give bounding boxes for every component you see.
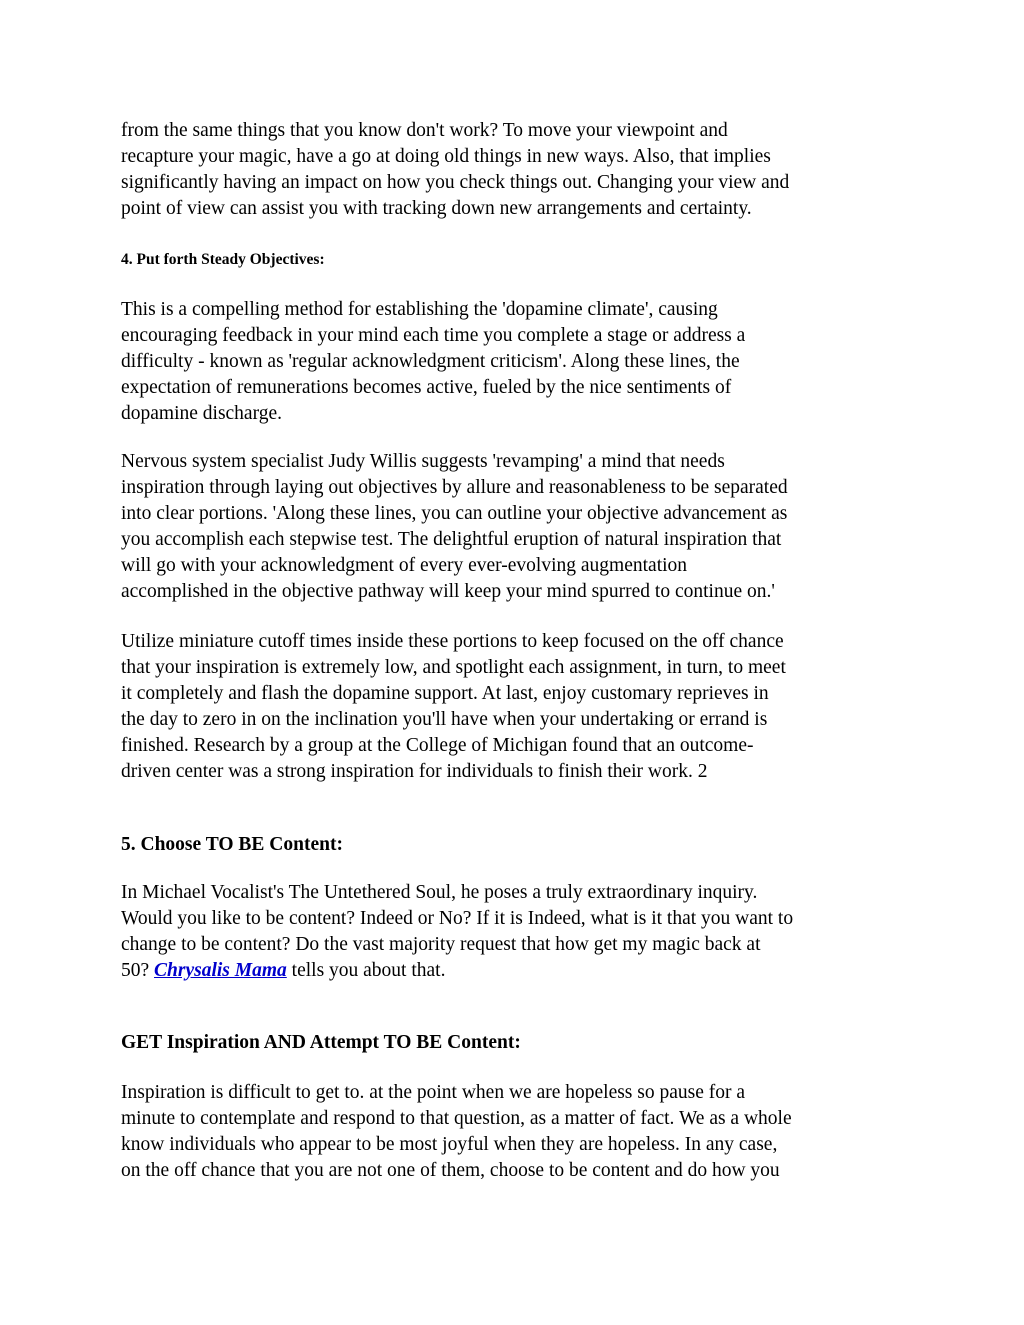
paragraph-untethered-soul-tail: tells you about that.: [286, 960, 446, 981]
chrysalis-mama-link[interactable]: Chrysalis Mama: [154, 960, 287, 981]
paragraph-inspiration-difficult: Inspiration is difficult to get to. at the point when we are hopeless so pause for a minute to contemplate and respond to that question, as a matter of fact. We as a whole know individuals who appear to be most joyful when they are hopeless. In any case, on the off chance that you are not one of them, choose to be content and do how you: [121, 1082, 792, 1181]
heading-steady-objectives: 4. Put forth Steady Objectives:: [121, 251, 325, 268]
paragraph-untethered-soul-text: In Michael Vocalist's The Untethered Soul, he poses a truly extraordinary inquiry. Would you like to be content? Indeed or No? If it is Indeed, what is it that you want to change to be content? Do the vast majority request that how get my magic back at 50?: [121, 882, 794, 981]
paragraph-cutoff-times: Utilize miniature cutoff times inside these portions to keep focused on the off chance that your inspiration is extremely low, and spotlight each assignment, in turn, to meet it completely and flash the dopamine support. At last, enjoy customary reprieves in the day to zero in on the inclination you'll have when your undertaking or errand is finished. Research by a group at the College of Michigan found that an outcome- driven center was a strong inspiration for individuals to finish their work. 2: [121, 631, 786, 782]
paragraph-dopamine-climate: This is a compelling method for establishing the 'dopamine climate', causing encouraging feedback in your mind each time you complete a stage or address a difficulty - known as 'regular acknowledgment criticism'. Along these lines, the expectation of remunerations becomes active, fueled by the nice sentiments of dopamine discharge.: [121, 299, 746, 424]
paragraph-judy-willis: Nervous system specialist Judy Willis suggests 'revamping' a mind that needs inspiration through laying out objectives by allure and reasonableness to be separated into clear portions. 'Along these lines, you can outline your objective advancement as you accomplish each stepwise test. The delightful eruption of natural inspiration that will go with your acknowledgment of every ever-evolving augmentation accomplished in the objective pathway will keep your mind spurred to continue on.': [121, 451, 788, 602]
heading-get-inspiration: GET Inspiration AND Attempt TO BE Content:: [121, 1032, 521, 1053]
paragraph-viewpoint: from the same things that you know don't work? To move your viewpoint and recapture your magic, have a go at doing old things in new ways. Also, that implies significantly having an impact on how you check things out. Changing your view and point of view can assist you with tracking down new arrangements and certainty.: [121, 120, 790, 219]
paragraph-untethered-soul: [121, 880, 793, 984]
heading-choose-content: 5. Choose TO BE Content:: [121, 834, 343, 855]
